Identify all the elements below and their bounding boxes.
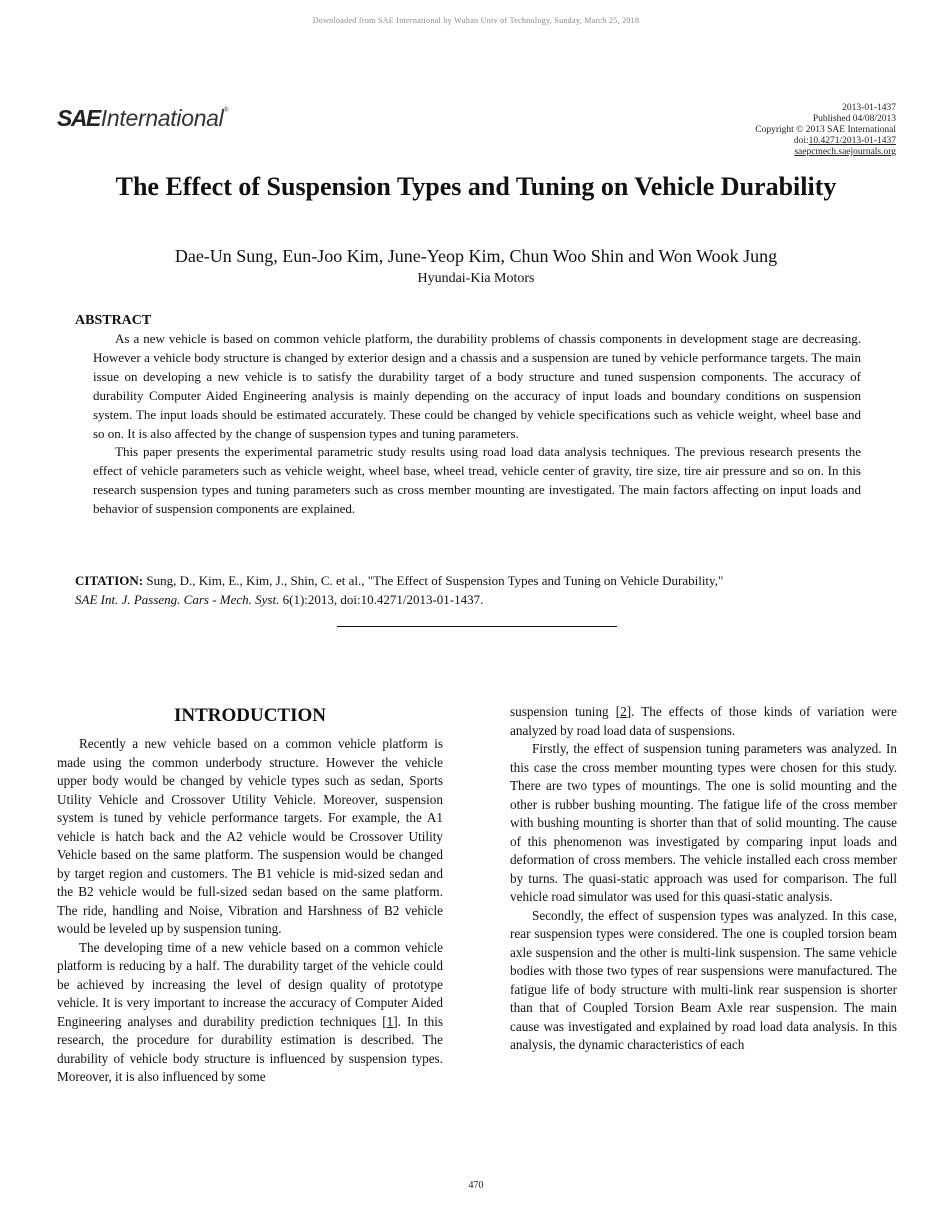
author-list: Dae-Un Sung, Eun-Joo Kim, June-Yeop Kim, Chun Woo Shin and Won Wook Jung: [174, 246, 778, 266]
body-paragraph-continued: [510, 703, 897, 740]
section-heading-introduction: INTRODUCTION: [173, 705, 327, 726]
citation-tail: 6(1):2013, doi:10.4271/2013-01-1437.: [279, 591, 484, 607]
abstract-paragraph: This paper presents the experimental parametric study results using road load data analysis techniques. The previous research presents the effect of vehicle parameters such as vehicle weight, wheel base, wheel tread, vehicle center of gravity, tire size, tire air pressure and so on. In this research suspension types and tuning parameters such as cross member mounting are investigated. The main factors affecting on input loads and behavior of suspension components are explained.: [93, 444, 861, 517]
logo-international-text: International: [100, 105, 224, 131]
paper-number: 2013-01-1437: [842, 103, 896, 113]
download-notice: Downloaded from SAE International by Wuhan Univ of Technology, Sunday, March 25, 2018: [312, 16, 640, 25]
citation-text: Sung, D., Kim, E., Kim, J., Shin, C. et al., "The Effect of Suspension Types and Tuning on Vehicle Durability,": [143, 573, 724, 588]
logo-registered-mark: ®: [223, 106, 229, 114]
body-text: suspension tuning [: [510, 704, 621, 719]
citation-journal: SAE Int. J. Passeng. Cars - Mech. Syst.: [75, 591, 280, 607]
abstract-heading: ABSTRACT: [75, 313, 152, 328]
journal-link[interactable]: saepcmech.saejournals.org: [794, 147, 896, 157]
published-date: Published 04/08/2013: [812, 114, 896, 124]
left-column: [57, 735, 443, 1087]
citation: [75, 572, 875, 609]
abstract-body: [93, 330, 861, 519]
logo-sae-text: SAE: [57, 105, 100, 131]
doi-line: [755, 136, 896, 147]
right-column: [510, 703, 897, 1055]
reference-link-1[interactable]: 1: [386, 1013, 394, 1029]
doi-prefix: doi:: [793, 136, 809, 146]
affiliation: Hyundai-Kia Motors: [417, 271, 535, 286]
body-text: The developing time of a new vehicle based on a common vehicle platform is reducing by a half. The durability target of the vehicle could be achieved by increasing the level of design quality of prototype vehicle. It is very important to increase the accuracy of Computer Aided Engineering analyses and durability prediction techniques [: [57, 939, 443, 1029]
paper-title: The Effect of Suspension Types and Tuning on Vehicle Durability: [115, 172, 837, 201]
paper-metadata: [755, 103, 896, 158]
divider: [337, 626, 617, 627]
body-text: ]. In this research, the procedure for durability estimation is described. The durability of vehicle body structure is influenced by suspension types. Moreover, it is also influenced by some: [57, 1013, 443, 1084]
sae-international-logo: [57, 104, 229, 130]
citation-label: CITATION:: [75, 573, 144, 588]
body-text: ]. The effects of those kinds of variation were analyzed by road load data of suspensions.: [510, 704, 897, 738]
copyright: Copyright © 2013 SAE International: [755, 125, 896, 135]
doi-link[interactable]: 10.4271/2013-01-1437: [808, 136, 896, 146]
body-paragraph: Secondly, the effect of suspension types was analyzed. In this case, rear suspension types were considered. The one is coupled torsion beam axle suspension and the other is multi-link suspension. The same vehicle bodies with those two types of rear suspensions were manufactured. The fatigue life of body structure with multi-link rear suspension is shorter than that of Coupled Torsion Beam Axle rear suspension. The main cause was investigated and explained by road load data analysis. In this analysis, the dynamic characteristics of each: [510, 907, 897, 1052]
reference-link-2[interactable]: 2: [620, 704, 627, 719]
abstract-paragraph: As a new vehicle is based on common vehicle platform, the durability problems of chassis components in development stage are decreasing. However a vehicle body structure is changed by exterior design and a chassis and a suspension are tuned by vehicle performance targets. The main issue on developing a new vehicle is to satisfy the durability target of a body structure and tuned suspension components. The accuracy of durability Computer Aided Engineering analysis is mainly depending on the accuracy of input loads and boundary conditions on suspension system. The input loads should be estimated accurately. These could be changed by vehicle specifications such as vehicle weight, wheel base and so on. It is also affected by the change of suspension types and tuning parameters.: [93, 331, 861, 441]
body-paragraph: [57, 939, 443, 1087]
page-number: 470: [468, 1180, 484, 1191]
body-paragraph: Recently a new vehicle based on a common vehicle platform is made using the common underbody structure. However the vehicle upper body would be changed by vehicle types such as sedan, Sports Utility Vehicle and Crossover Utility Vehicle. Moreover, suspension system is tuned by vehicle performance targets. For example, the A1 vehicle is hatch back and the A2 vehicle would be Crossover Utility Vehicle based on the same platform. The suspension would be changed by target region and customers. The B1 vehicle is mid-sized sedan and the B2 vehicle would be full-sized sedan based on the same platform. The ride, handling and Noise, Vibration and Harshness of B2 vehicle would be leveled up by suspension tuning.: [57, 736, 443, 936]
body-paragraph: Firstly, the effect of suspension tuning parameters was analyzed. In this case the cross member mounting types were chosen for this study. There are two types of mountings. The one is solid mounting and the other is rubber bushing mounting. The fatigue life of the cross member with bushing mounting is shorter than that of solid mounting. The cause of this phenomenon was investigated by comparing input loads and deformation of cross members. The vehicle installed each cross member by turns. The quasi-static approach was used for comparison. The full vehicle road simulator was used for this quasi-static analysis.: [510, 741, 897, 904]
